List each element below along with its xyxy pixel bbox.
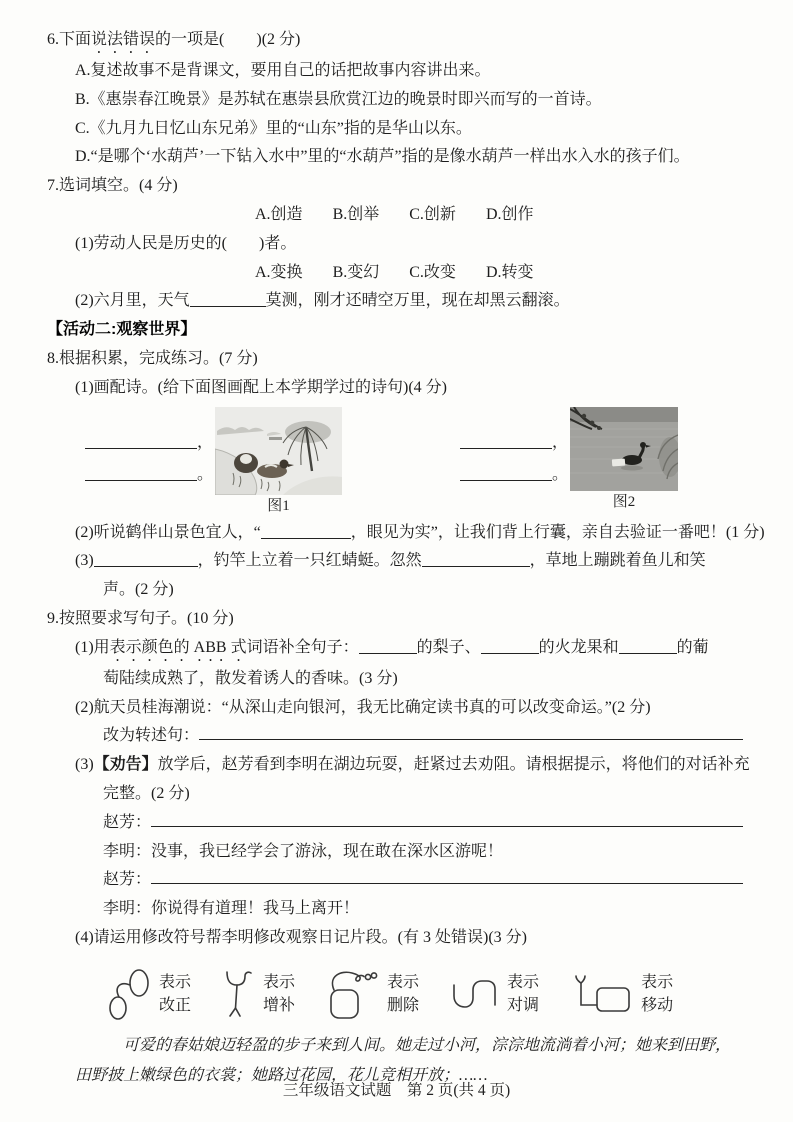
- q7-choice-1b: B.创举: [332, 205, 380, 223]
- q8-fig2-comma: ，: [552, 433, 569, 451]
- q7-choice-2c: C.改变: [409, 263, 456, 281]
- q6-option-c: C.《九月九日忆山东兄弟》里的“山东”指的是华山以东。: [75, 119, 472, 137]
- q9-sub1-answer-blank-3[interactable]: [619, 637, 677, 654]
- q9-sub1-pre: (1)用: [75, 638, 110, 656]
- symbol-deletion-label-1: 表示: [387, 973, 420, 991]
- q9-dialog-row-1: [47, 809, 743, 838]
- q8-figure2-group: [460, 407, 678, 517]
- q7-sub1: (1)劳动人民是历史的( )者。: [75, 234, 297, 252]
- edit-symbol-deletion: [327, 966, 419, 1022]
- q8-sub3-pre: (3): [75, 552, 94, 570]
- edit-symbol-swap: [451, 971, 539, 1017]
- q9-sub1-line2: 萄陆续成熟了，散发着诱人的香味。(3 分): [103, 669, 398, 687]
- q6-stem-post: 的一项是( )(2 分): [155, 31, 301, 48]
- q8-fig2-period: 。: [552, 465, 569, 483]
- q8-sub3-line2: 声。(2 分): [103, 581, 174, 599]
- q9-sub1-seg1: 的梨子、: [416, 638, 481, 656]
- q8-fig2-poem-blank-1[interactable]: [460, 432, 552, 449]
- q6-stem-emphasis: 说法错误: [91, 31, 156, 48]
- page-footer: 三年级语文试题 第 2 页(共 4 页): [282, 1082, 511, 1099]
- q9-sub3-pre: (3): [75, 756, 94, 774]
- q8-sub3-mid: ，钓竿上立着一只红蜻蜓。忽然: [197, 552, 422, 570]
- figure2-photo-duck-lake: [570, 407, 678, 491]
- q7-choice-2a: A.变换: [255, 263, 303, 281]
- q9-dialog-4-text: 你说得有道理！我马上离开！: [151, 900, 360, 918]
- insertion-symbol-icon: [223, 966, 255, 1022]
- symbol-move-label-1: 表示: [641, 973, 674, 991]
- q9-sub1-answer-blank-1[interactable]: [359, 637, 417, 654]
- q8-fig2-poem-blanks: [460, 407, 568, 517]
- q9-dialog-1-answer-blank[interactable]: [151, 810, 743, 827]
- question-8: [47, 345, 765, 605]
- symbol-insertion-label-2: 增补: [263, 996, 296, 1014]
- correction-symbol-icon: [107, 966, 151, 1022]
- q9-dialog-2-text: 没事，我已经学会了游泳，现在敢在深水区游呢！: [151, 842, 504, 860]
- q8-sub2-post: ，眼见为实”，让我们背上行囊，亲自去验证一番吧！(1 分): [350, 523, 765, 541]
- q8-figure2: [570, 407, 678, 517]
- q9-dialog-2-speaker: 李明：: [103, 842, 152, 860]
- q8-figure1: [215, 407, 342, 517]
- q8-fig1-poem-blank-1[interactable]: [85, 432, 197, 449]
- q7-choice-row-1: [47, 201, 743, 230]
- symbol-swap-label-1: 表示: [507, 973, 540, 991]
- q9-sub1-seg2: 的火龙果和: [538, 638, 619, 656]
- q6-option-b: B.《惠崇春江晚景》是苏轼在惠崇县欣赏江边的晚景时即兴而写的一首诗。: [75, 90, 602, 108]
- q9-sub3-line2: 完整。(2 分): [103, 784, 190, 802]
- symbol-correction-label-2: 改正: [159, 996, 192, 1014]
- q8-sub3-post: ，草地上蹦跳着鱼儿和笑: [529, 552, 706, 570]
- figure1-caption: 图1: [267, 497, 290, 514]
- q9-sub1: [47, 634, 743, 665]
- q8-sub2: [47, 519, 765, 548]
- q8-figure1-group: [85, 407, 342, 517]
- activity2-header: 【活动二:观察世界】: [47, 321, 197, 339]
- q8-sub1: (1)画配诗。(给下面图画配上本学期学过的诗句)(4 分): [75, 378, 447, 396]
- q6-option-d: D.“是哪个‘水葫芦’一下钻入水中”里的“水葫芦”指的是像水葫芦一样出水入水的孩子们。: [75, 148, 690, 166]
- q9-dialog-1-speaker: 赵芳：: [103, 813, 152, 831]
- q8-sub3-answer-blank-2[interactable]: [422, 550, 530, 567]
- edit-symbol-move: [571, 971, 673, 1017]
- q8-sub3-answer-blank-1[interactable]: [94, 550, 198, 567]
- diary-line-2: 田野披上嫩绿色的衣裳；她路过花园，花儿竞相开放；……: [75, 1066, 488, 1084]
- q7-choice-1a: A.创造: [255, 205, 303, 223]
- q8-sub3: [47, 547, 743, 576]
- diary-line-1: 可爱的春姑娘迈轻盈的步子来到人间。她走过小河，淙淙地流淌着小河；她来到田野，: [123, 1036, 732, 1054]
- symbol-swap-label-2: 对调: [507, 996, 540, 1014]
- q6-stem: [47, 26, 743, 57]
- symbol-correction-label-1: 表示: [159, 973, 192, 991]
- deletion-symbol-icon: [327, 966, 379, 1022]
- q7-sub2-answer-blank[interactable]: [190, 290, 266, 307]
- q7-stem: 7.选词填空。(4 分): [47, 177, 178, 195]
- q9-sub4: (4)请运用修改符号帮李明修改观察日记片段。(有 3 处错误)(3 分): [75, 928, 527, 946]
- edit-symbol-correction: [107, 966, 191, 1022]
- q9-sub1-mid: 词语补全句子：: [246, 638, 359, 656]
- q8-fig2-poem-blank-2[interactable]: [460, 464, 552, 481]
- q7-sub2-post: 莫测，刚才还晴空万里，现在却黑云翻滚。: [265, 292, 570, 310]
- q9-sub3-advice-tag: 【劝告】: [93, 756, 158, 774]
- q8-fig1-poem-blank-2[interactable]: [85, 464, 197, 481]
- q8-fig1-comma: ，: [197, 433, 214, 451]
- q8-fig1-poem-blanks: [85, 407, 213, 517]
- q9-sub3-rest: 放学后，赵芳看到李明在湖边玩耍，赶紧过去劝阻。请根据提示，将他们的对话补充: [157, 756, 750, 774]
- swap-symbol-icon: [451, 973, 499, 1015]
- q9-sub1-emphasis: 表示颜色的 ABB 式: [109, 638, 247, 656]
- q9-dialog-4-speaker: 李明：: [103, 900, 152, 918]
- q9-dialog-row-2: [47, 838, 743, 867]
- question-9: [47, 605, 750, 1091]
- q9-sub1-answer-blank-2[interactable]: [481, 637, 539, 654]
- q8-figures-row: [85, 407, 743, 517]
- q9-dialog-row-3: [47, 866, 743, 895]
- figure1-painting-ducks-spring-river: [215, 407, 342, 495]
- q7-choice-row-2: [47, 259, 743, 288]
- symbol-move-label-2: 移动: [641, 996, 674, 1014]
- q6-option-a: A.复述故事不是背课文，要用自己的话把故事内容讲出来。: [75, 62, 491, 79]
- q9-sub2-rewrite: [47, 722, 743, 751]
- q7-choice-2b: B.变幻: [332, 263, 380, 281]
- q9-sub2: (2)航天员桂海潮说：“从深山走向银河，我无比确定读书真的可以改变命运。”(2 分): [75, 698, 651, 716]
- q7-sub2: [47, 287, 743, 316]
- q6-stem-pre: 6.下面: [47, 31, 92, 48]
- edit-symbol-insertion: [223, 966, 295, 1022]
- q8-sub2-answer-blank[interactable]: [261, 522, 351, 539]
- q8-sub2-pre: (2)听说鹤伴山景色宜人，“: [75, 523, 261, 541]
- q7-choice-1d: D.创作: [485, 205, 534, 223]
- symbol-deletion-label-2: 删除: [387, 996, 420, 1014]
- q7-choice-2d: D.转变: [485, 263, 534, 281]
- q8-stem: 8.根据积累，完成练习。(7 分): [47, 349, 258, 367]
- q7-sub2-pre: (2)六月里，天气: [75, 292, 190, 310]
- q9-dialog-row-4: [47, 895, 743, 924]
- q9-dialog-3-answer-blank[interactable]: [151, 867, 743, 884]
- q9-sub3-line1: [47, 751, 750, 780]
- q9-sub2-rewrite-label: 改为转述句：: [103, 727, 200, 745]
- q7-choice-1c: C.创新: [409, 205, 456, 223]
- q9-sub1-seg3: 的葡: [676, 638, 709, 656]
- q9-stem: 9.按照要求写句子。(10 分): [47, 609, 234, 627]
- q8-fig1-period: 。: [197, 465, 214, 483]
- edit-symbols-legend: [47, 961, 743, 1027]
- symbol-insertion-label-1: 表示: [263, 973, 296, 991]
- move-symbol-icon: [571, 971, 633, 1017]
- question-6: [47, 26, 743, 172]
- q9-dialog-3-speaker: 赵芳：: [103, 871, 152, 889]
- figure2-caption: 图2: [612, 493, 636, 510]
- question-7: [47, 172, 743, 316]
- q9-sub2-rewrite-blank[interactable]: [199, 723, 743, 740]
